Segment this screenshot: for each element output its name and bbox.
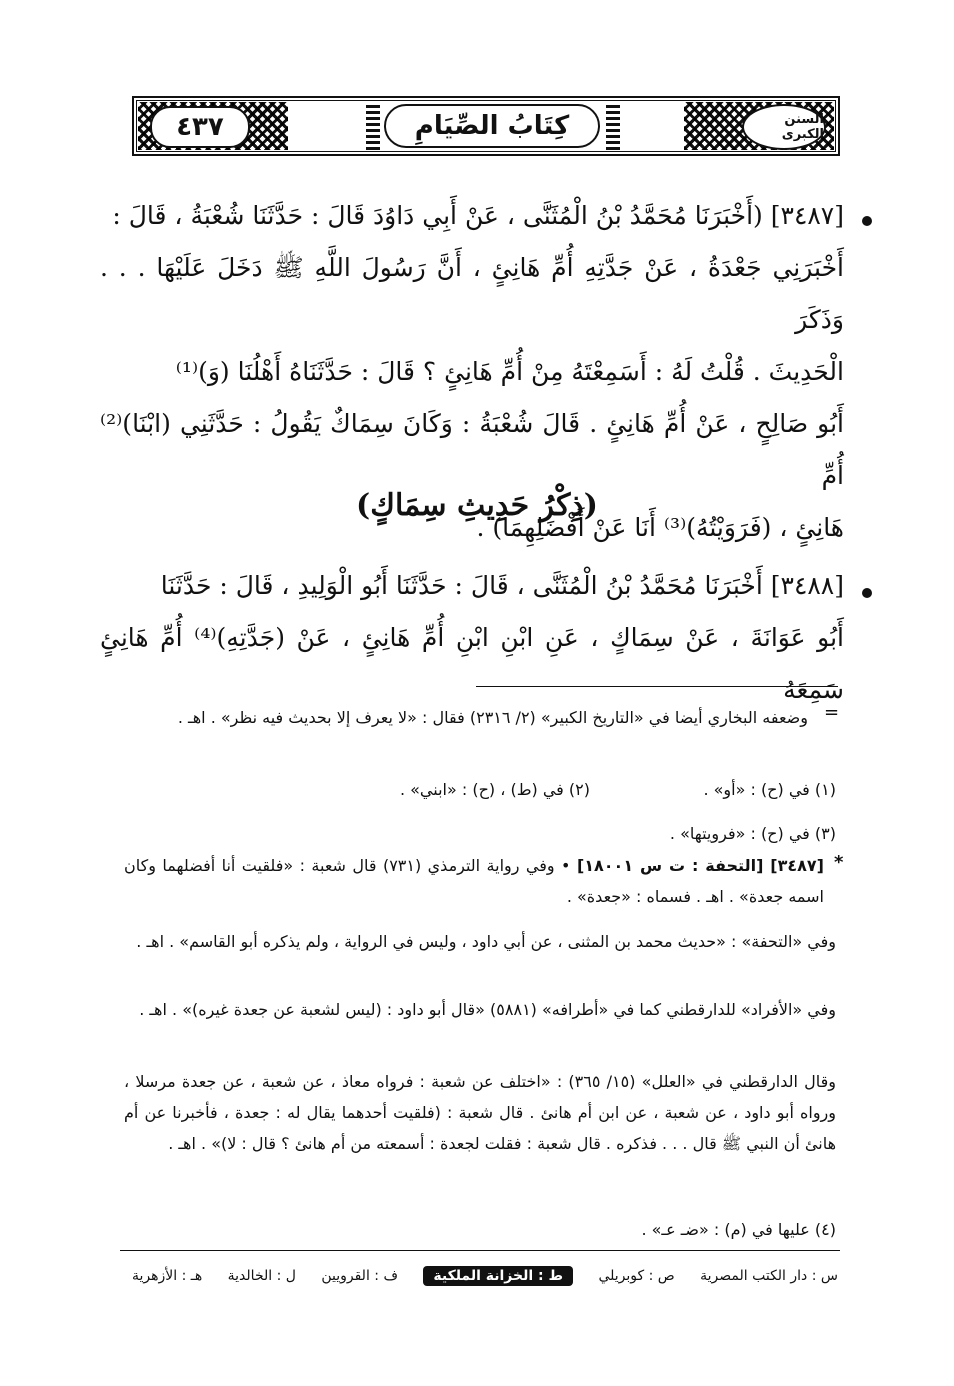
tuhfa-note: وفي «التحفة» : «حديث محمد بن المثنى ، عن أبي داود ، وليس في الرواية ، ولم يذكره أبو القاسم» . اهـ . (136, 932, 836, 951)
footnote-1: (١) في (ح) : «أو» . (703, 780, 836, 799)
book-emblem-text: السنن الكبرى (781, 112, 824, 142)
hadith-3487-line: هَانِئٍ ، (فَرَوَيْتُهُ)⁽³⁾ أَنَا عَنْ أَفْضَلِهِمَا) . (476, 513, 844, 542)
footnote-2: (٢) في (ط) ، (ح) : «ابني» . (399, 780, 590, 799)
siglum-item: ص : كوبريلي (598, 1268, 675, 1284)
hadith-3487-line: أَخْبَرَنِي جَعْدَةُ ، عَنْ جَدَّتِهِ أُمِّ هَانِئٍ ، أَنَّ رَسُولَ اللَّهِ ﷺ دَخَلَ عَلَيْهَا . . . وَذَكَرَ (100, 253, 844, 334)
hadith-3487-line: الْحَدِيثَ . قُلْتُ لَهُ : أَسَمِعْتَهُ مِنْ أُمِّ هَانِئٍ ؟ قَالَ : حَدَّثَنَاهُ أَهْلُنَا (وَ)⁽¹⁾ (175, 357, 844, 386)
siglum-item: س : دار الكتب المصرية (700, 1268, 838, 1284)
continuation-marker: = (824, 702, 840, 723)
book-emblem (742, 104, 826, 150)
hadith-3487-line: أَبُو صَالِحٍ ، عَنْ أُمِّ هَانِئٍ . قَالَ شُعْبَةُ : وَكَانَ سِمَاكٌ يَقُولُ : حَدَّثَنِي (ابْنَا)⁽²⁾ أُمِّ (100, 409, 844, 490)
page-header (132, 96, 840, 156)
hadith-3488 (100, 560, 844, 716)
hadith-3488-line: [٣٤٨٨] أَخْبَرَنَا مُحَمَّدُ بْنُ الْمُثَنَّى ، قَالَ : حَدَّثَنَا أَبُو الْوَلِيدِ ، قَالَ : حَدَّثَنَا (160, 571, 844, 600)
footnote-4: (٤) عليها في (م) : «ضـ عـ» . (641, 1220, 836, 1239)
chapter-title-cartouche (384, 104, 600, 148)
page-number: ٤٣٧ (176, 112, 224, 142)
tirmidhi-note: • وفي رواية الترمذي (٧٣١) قال شعبة : «فلقيت أنا أفضلهما وكان اسمه جعدة» . اهـ . فسماه : «جعدة» . (124, 856, 824, 906)
hadith-3488-line: أَبُو عَوَانَةَ ، عَنْ سِمَاكٍ ، عَنِ ابْنِ ابْنِ أُمِّ هَانِئٍ ، عَنْ (جَدَّتِهِ)⁽⁴⁾ أُمِّ هَانِئٍ سَمِعَهُ (100, 623, 844, 704)
hadith-3487-line: [٣٤٨٧] (أَخْبَرَنَا مُحَمَّدُ بْنُ الْمُثَنَّى ، عَنْ أَبِي دَاوُدَ قَالَ : حَدَّثَنَا شُعْبَةُ ، قَالَ : (112, 201, 844, 230)
tuhfa-reference: [٣٤٨٧] [التحفة : ت س ١٨٠٠١] (576, 856, 824, 875)
manuscript-sigla-footer (132, 1262, 838, 1290)
siglum-item: ل : الخالدية (227, 1268, 296, 1284)
footnote-3: (٣) في (ح) : «فرويتها» . (669, 824, 836, 843)
page-number-badge (150, 106, 250, 148)
chapter-title: كِتَابُ الصِّيَامِ (414, 111, 570, 141)
footnote-separator (476, 686, 838, 687)
section-heading: (ذِكْرُ حَدِيثِ سِمَاكٍ) (356, 488, 598, 523)
afrad-note: وفي «الأفراد» للدارقطني كما في «أطرافه» (٥٨٨١) «قال أبو داود : (ليس لشعبة عن جعدة غيره)» . اهـ . (139, 1000, 836, 1019)
footnote-continuation: وضعفه البخاري أيضا في «التاريخ الكبير» (٢/ ٢٣١٦) فقال : «لا يعرف إلا بحديث فيه نظر» . اهـ . (177, 708, 808, 727)
commentary-3487 (124, 850, 824, 912)
header-ornament-divider-right (606, 102, 620, 150)
entry-bullet-3487 (862, 216, 872, 226)
header-ornament-divider-left (366, 102, 380, 150)
footer-rule (120, 1250, 840, 1251)
commentary-star-marker: * (834, 852, 844, 873)
entry-bullet-3488 (862, 588, 872, 598)
ilal-note: وقال الدارقطني في «العلل» (١٥/ ٣٦٥) : «اختلف عن شعبة : فرواه معاذ ، عن شعبة ، عن جعدة مرسلا ، ورواه أبو داود ، عن شعبة ، عن ابن أم هانئ . قال شعبة : (فلقيت أحدهما يقال له : جعدة ، فأخبرنا عن أم هانئ أن النبي ﷺ قال . . . فذكره . قال شعبة : فقلت لجعدة : أسمعته من أم هانئ ؟ قال : لا)» . اهـ . (124, 1072, 837, 1153)
siglum-item: ف : القرويين (321, 1268, 398, 1284)
siglum-item: هـ : الأزهرية (132, 1268, 203, 1284)
siglum-item-highlighted: ط : الخزانة الملكية (423, 1266, 573, 1286)
